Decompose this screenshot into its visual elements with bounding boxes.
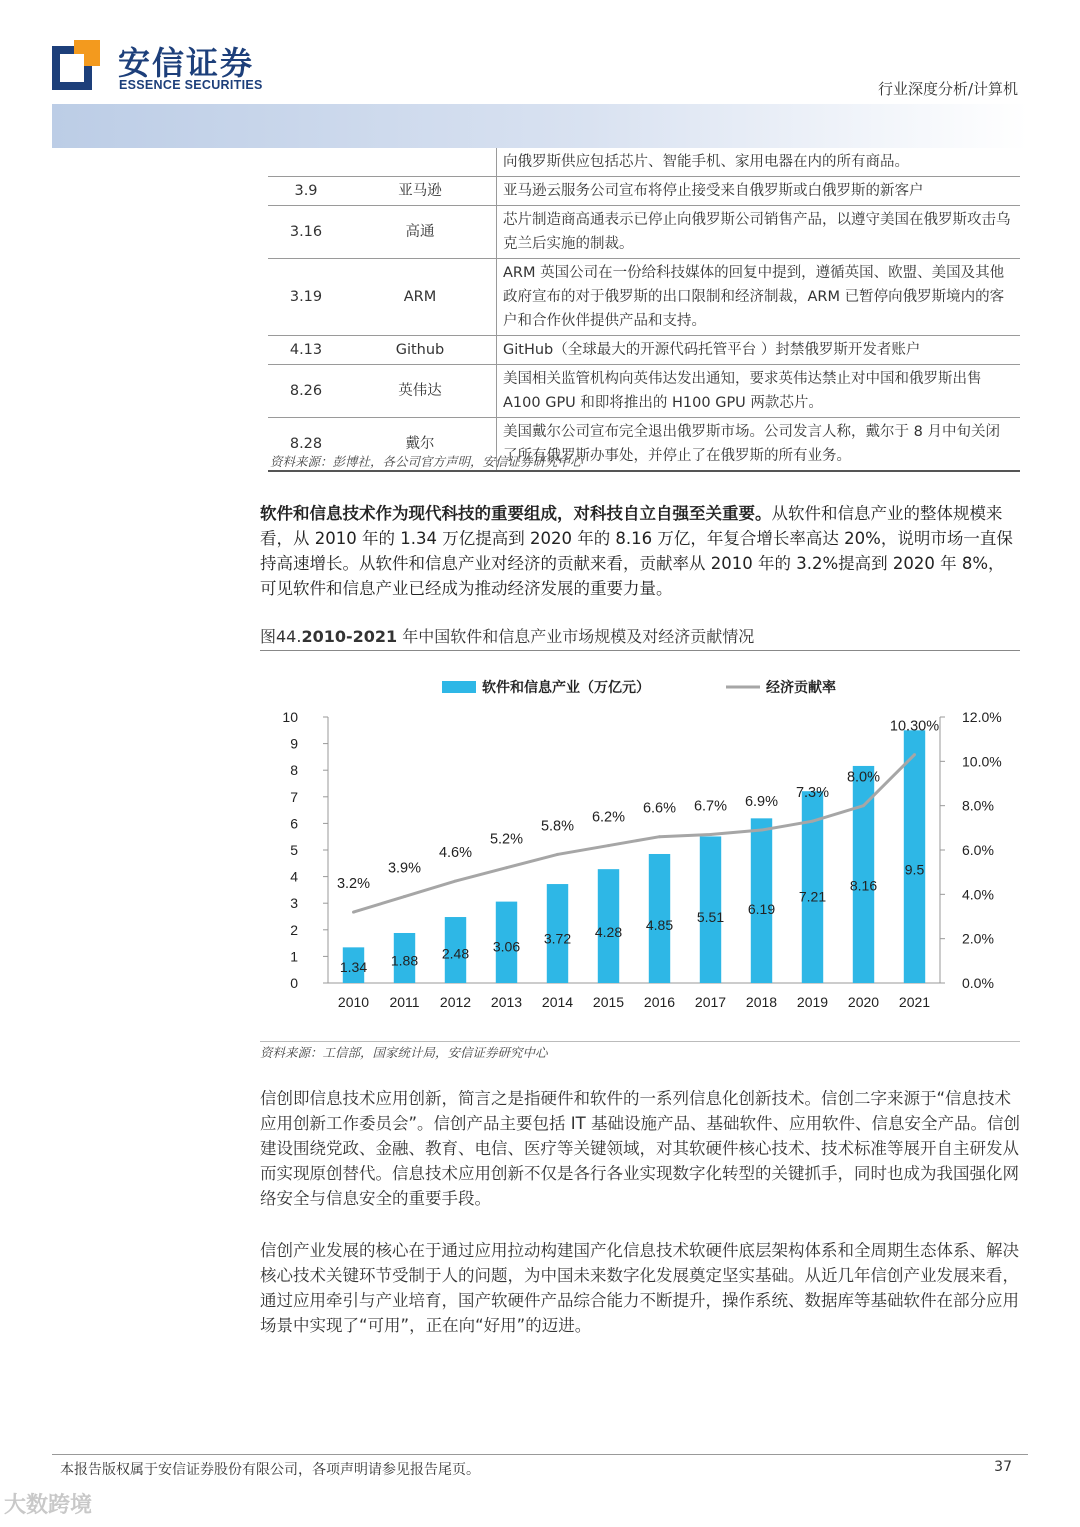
x-tick-label: 2015 [592, 994, 625, 1010]
table-cell-desc: 向俄罗斯供应包括芯片、智能手机、家用电器在内的所有商品。 [497, 148, 1021, 177]
line-label: 3.2% [336, 876, 371, 893]
legend-bar-swatch [442, 681, 476, 693]
paragraph-xinchuang-core: 信创产业发展的核心在于通过应用拉动构建国产化信息技术软硬件底层架构体系和全周期生态体系、解决核心技术关键环节受制于人的问题，为中国未来数字化发展奠定坚实基础。从近几年信创产业发展来看，通过应用牵引与产业培育，国产软硬件产品综合能力不断提升，操作系统、数据库等基础软件在部分应用场景中实现了“可用”，正在向“好用”的迈进。 [260, 1241, 1019, 1335]
brand-name-en: ESSENCE SECURITIES [119, 78, 263, 92]
x-tick-label: 2014 [541, 994, 574, 1010]
table-cell-date: 8.26 [268, 365, 344, 418]
line-label: 6.2% [591, 809, 626, 826]
paragraph-lead: 软件和信息技术作为现代科技的重要组成，对科技自立自强至关重要。 [260, 504, 772, 523]
contribution-rate-line [354, 755, 915, 912]
figure-title-years: 2010-2021 [301, 627, 398, 646]
figure-source: 资料来源：工信部，国家统计局，安信证券研究中心 [260, 1045, 548, 1060]
bar-label: 1.34 [339, 958, 368, 975]
table-row [268, 259, 1020, 336]
table-cell-desc: 芯片制造商高通表示已停止向俄罗斯公司销售产品，以遵守美国在俄罗斯攻击乌克兰后实施的制裁。 [497, 206, 1021, 259]
left-tick-label: 5 [290, 842, 298, 858]
x-tick-label: 2018 [745, 994, 778, 1010]
line-label: 5.8% [540, 818, 575, 835]
line-label: 4.6% [438, 845, 473, 862]
table-row [268, 365, 1020, 418]
figure-title [260, 624, 754, 647]
bar-label: 4.85 [645, 916, 674, 933]
right-tick-label: 10.0% [962, 753, 1002, 770]
market-size-chart [260, 665, 1020, 1015]
line-label: 6.6% [642, 800, 677, 817]
line-label: 5.2% [489, 831, 524, 848]
table-cell-desc: GitHub（全球最大的开源代码托管平台 ）封禁俄罗斯开发者账户 [497, 336, 1021, 365]
line-point-2017 [709, 833, 712, 836]
figure-label: 图44. [260, 627, 302, 646]
line-label: 6.7% [693, 798, 728, 815]
table-cell-company: 戴尔 [344, 418, 497, 472]
brand-name-cn: 安信证券 [118, 44, 255, 82]
left-tick-label: 0 [290, 975, 298, 991]
x-tick-label: 2012 [439, 994, 472, 1010]
table-cell-company: ARM [344, 259, 497, 336]
company-logo-icon [52, 40, 100, 92]
footer-disclaimer: 本报告版权属于安信证券股份有限公司，各项声明请参见报告尾页。 [60, 1462, 480, 1478]
right-tick-label: 0.0% [962, 975, 994, 991]
right-tick-label: 2.0% [962, 930, 994, 947]
x-tick-label: 2010 [337, 994, 370, 1010]
paragraph-xinchuang-definition: 信创即信息技术应用创新，简言之是指硬件和软件的一系列信息化创新技术。信创二字来源于“信息技术应用创新工作委员会”。信创产品主要包括 IT 基础设施产品、基础软件、应用软件、信息安全产品。信创建设围绕党政、金融、教育、电信、医疗等关键领域，对其软硬件核心技术、技术标准等展开自主研发从而实现原创替代。信息技术应用创新不仅是各行各业实现数字化转型的关键抓手，同时也成为我国强化网络安全与信息安全的重要手段。 [260, 1089, 1020, 1208]
table-cell-company: 英伟达 [344, 365, 497, 418]
bar-label: 5.51 [696, 909, 725, 926]
x-tick-label: 2017 [694, 994, 727, 1010]
table-row [268, 177, 1020, 206]
right-tick-label: 4.0% [962, 886, 994, 903]
x-tick-label: 2020 [847, 994, 880, 1010]
bar-label: 3.06 [492, 938, 521, 955]
left-tick-label: 1 [290, 948, 298, 965]
line-point-2015 [607, 844, 610, 847]
left-tick-label: 4 [290, 868, 298, 885]
bar-label: 6.19 [747, 900, 776, 917]
bar-label: 7.21 [798, 888, 827, 905]
legend-line-label: 经济贡献率 [766, 680, 836, 696]
legend-bar-label: 软件和信息产业（万亿元） [482, 680, 650, 696]
line-point-2016 [658, 835, 661, 838]
right-tick-label: 8.0% [962, 797, 994, 814]
table-cell-desc: 美国戴尔公司宣布完全退出俄罗斯市场。公司发言人称，戴尔于 8 月中旬关闭了所有俄罗斯办事处，并停止了在俄罗斯的所有业务。 [497, 418, 1021, 472]
bar-label: 1.88 [390, 952, 419, 969]
left-tick-label: 8 [290, 762, 298, 779]
table-row [268, 336, 1020, 365]
line-point-2021 [913, 753, 916, 756]
left-tick-label: 3 [290, 895, 298, 912]
line-point-2018 [760, 829, 763, 832]
line-point-2019 [811, 820, 814, 823]
table-row [268, 206, 1020, 259]
left-tick-label: 10 [282, 709, 298, 725]
x-tick-label: 2021 [898, 994, 931, 1010]
x-tick-label: 2016 [643, 994, 676, 1010]
bar-label: 2.48 [441, 945, 470, 962]
paragraph-market-size [260, 501, 1020, 601]
line-point-2013 [505, 866, 508, 869]
table-row [268, 148, 1020, 177]
table-cell-desc: 亚马逊云服务公司宣布将停止接受来自俄罗斯或白俄罗斯的新客户 [497, 177, 1021, 206]
paragraph-body: 从软件和信息产业的整体规模来看，从 2010 年的 1.34 万亿提高到 2020 年的 8.16 万亿，年复合增长率高达 20%，说明市场一直保持高速增长。从软件和信息产业对经济的贡献来看，贡献率从 2010 年的 3.2%提高到 2020 年 8%，可见软件和信息产业已经成为推动经济发展的重要力量。 [260, 504, 1013, 598]
table-cell-company: Github [344, 336, 497, 365]
table-cell-date: 8.28 [268, 418, 344, 472]
figure-rule [260, 650, 1020, 651]
bar-label: 3.72 [543, 930, 572, 947]
x-tick-label: 2011 [389, 994, 420, 1010]
left-tick-label: 7 [290, 788, 298, 805]
table-cell-date: 4.13 [268, 336, 344, 365]
page-number: 37 [994, 1459, 1012, 1475]
x-tick-label: 2013 [490, 994, 523, 1010]
left-tick-label: 6 [290, 815, 298, 832]
bar-label: 8.16 [849, 877, 878, 894]
table-cell-company: 亚马逊 [344, 177, 497, 206]
table-cell-date: 3.16 [268, 206, 344, 259]
right-tick-label: 12.0% [962, 709, 1002, 725]
bar-label: 9.5 [904, 861, 925, 878]
table-cell-date: 3.19 [268, 259, 344, 336]
bar-label: 4.28 [594, 923, 623, 940]
line-point-2012 [454, 880, 457, 883]
figure-title-text: 年中国软件和信息产业市场规模及对经济贡献情况 [397, 627, 755, 646]
line-point-2014 [556, 853, 559, 856]
line-point-2010 [352, 911, 355, 914]
left-tick-label: 9 [290, 735, 298, 752]
header-band [52, 104, 1028, 148]
line-label: 10.30% [889, 718, 940, 735]
bar-2021 [904, 730, 925, 983]
line-label: 8.0% [846, 769, 881, 786]
table-cell-company: 高通 [344, 206, 497, 259]
table-cell-desc: ARM 英国公司在一份给科技媒体的回复中提到，遵循英国、欧盟、美国及其他政府宣布的对于俄罗斯的出口限制和经济制裁，ARM 已暂停向俄罗斯境内的客户和合作伙伴提供产品和支持。 [497, 259, 1021, 336]
table-source: 资料来源：彭博社，各公司官方声明，安信证券研究中心 [270, 454, 583, 469]
footer-rule [52, 1454, 1028, 1455]
right-tick-label: 6.0% [962, 842, 994, 858]
line-label: 3.9% [387, 860, 422, 877]
table-cell-desc: 美国相关监管机构向英伟达发出通知，要求英伟达禁止对中国和俄罗斯出售 A100 GPU 和即将推出的 H100 GPU 两款芯片。 [497, 365, 1021, 418]
left-tick-label: 2 [290, 921, 298, 938]
line-point-2011 [403, 895, 406, 898]
watermark: 大数跨境 [4, 1493, 93, 1518]
x-tick-label: 2019 [796, 994, 829, 1010]
line-point-2020 [862, 804, 865, 807]
report-type: 行业深度分析/计算机 [877, 80, 1018, 98]
figure-bottom-rule [260, 1041, 1020, 1042]
sanctions-table [268, 148, 1020, 472]
line-label: 7.3% [795, 785, 830, 802]
line-label: 6.9% [744, 794, 779, 811]
table-cell-date: 3.9 [268, 177, 344, 206]
